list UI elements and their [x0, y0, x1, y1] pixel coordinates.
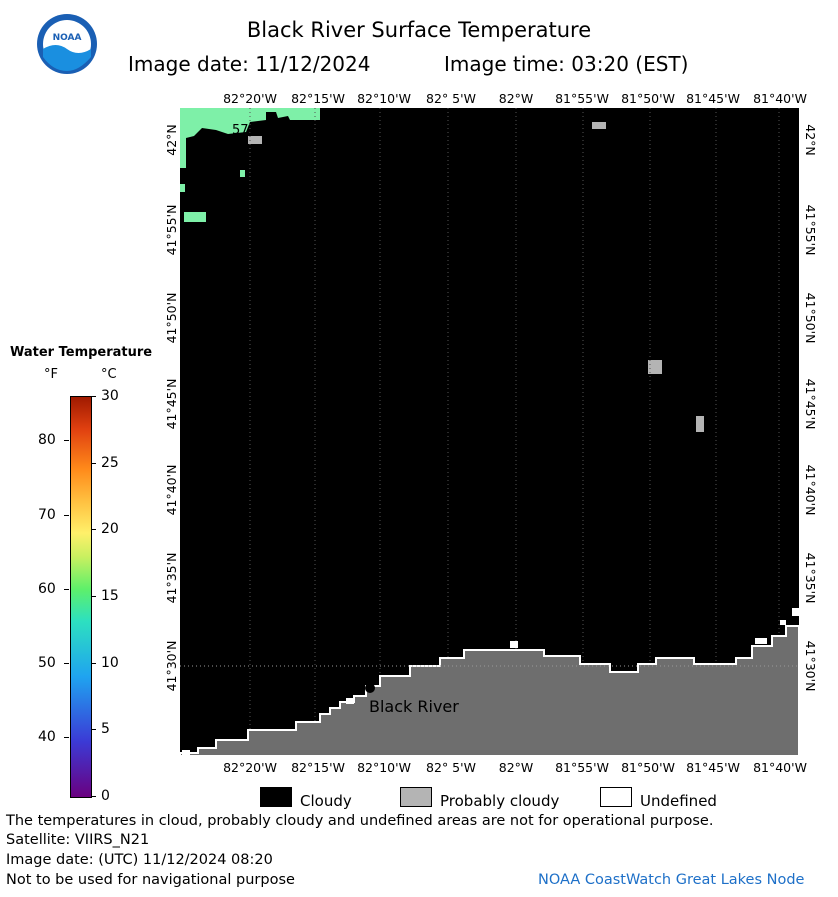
- x-axis-label-bottom: 82°10'W: [357, 760, 411, 775]
- fahrenheit-tick-mark: [64, 663, 69, 664]
- y-axis-label-left: 41°35'N: [164, 552, 179, 604]
- y-axis-label-left: 41°45'N: [164, 378, 179, 430]
- page-title: Black River Surface Temperature: [246, 18, 592, 42]
- black-river-label: Black River: [369, 697, 459, 716]
- celsius-tick-mark: [91, 663, 96, 664]
- probably-cloudy-swatch: [400, 787, 432, 807]
- legend-title: Water Temperature: [10, 345, 153, 360]
- celsius-tick-label: 15: [101, 588, 119, 604]
- x-axis-label-bottom: 82° 5'W: [426, 760, 476, 775]
- y-axis-label-right: 41°45'N: [803, 378, 818, 430]
- x-axis-label-bottom: 82°W: [498, 760, 534, 775]
- fahrenheit-tick-mark: [64, 440, 69, 441]
- x-axis-label-bottom: 81°50'W: [621, 760, 675, 775]
- unit-celsius: °C: [101, 367, 117, 382]
- y-axis-label-right: 42°N: [803, 124, 818, 156]
- y-axis-label-left: 41°40'N: [164, 464, 179, 516]
- x-axis-label-bottom: 82°15'W: [291, 760, 345, 775]
- fahrenheit-tick-label: 70: [38, 506, 56, 523]
- x-axis-label-top: 81°50'W: [621, 91, 675, 106]
- celsius-tick-label: 0: [101, 788, 110, 804]
- probably-cloudy-label: Probably cloudy: [440, 792, 560, 810]
- fahrenheit-tick-mark: [64, 589, 69, 590]
- x-axis-label-top: 82°10'W: [357, 91, 411, 106]
- navigation-warning: Not to be used for navigational purpose: [6, 872, 295, 888]
- celsius-tick-label: 25: [101, 454, 119, 471]
- y-axis-label-right: 41°30'N: [803, 640, 818, 692]
- logo-text: NOAA: [52, 33, 82, 43]
- x-axis-label-top: 81°45'W: [686, 91, 740, 106]
- x-axis-label-bottom: 81°40'W: [753, 760, 807, 775]
- fahrenheit-tick-label: 60: [38, 580, 56, 597]
- celsius-tick-label: 5: [101, 721, 110, 738]
- y-axis-label-right: 41°40'N: [803, 464, 818, 516]
- celsius-tick-label: 20: [101, 521, 119, 538]
- celsius-tick-label: 10: [101, 654, 119, 671]
- celsius-tick-mark: [91, 529, 96, 530]
- unit-fahrenheit: °F: [44, 367, 58, 382]
- celsius-tick-mark: [91, 463, 96, 464]
- x-axis-label-top: 82°20'W: [223, 91, 277, 106]
- x-axis-label-bottom: 82°20'W: [223, 760, 277, 775]
- x-axis-label-top: 82° 5'W: [426, 91, 476, 106]
- undefined-swatch: [600, 787, 632, 807]
- x-axis-label-top: 81°40'W: [753, 91, 807, 106]
- fahrenheit-tick-mark: [64, 737, 69, 738]
- utc-date-text: Image date: (UTC) 11/12/2024 08:20: [6, 852, 273, 868]
- celsius-tick-mark: [91, 729, 96, 730]
- y-axis-label-right: 41°50'N: [803, 292, 818, 344]
- cloudy-label: Cloudy: [300, 792, 352, 810]
- temperature-map: [180, 108, 799, 756]
- x-axis-label-top: 82°15'W: [291, 91, 345, 106]
- satellite-text: Satellite: VIIRS_N21: [6, 832, 150, 848]
- celsius-tick-mark: [91, 796, 96, 797]
- image-time: Image time: 03:20 (EST): [444, 52, 689, 76]
- y-axis-label-left: 41°50'N: [164, 292, 179, 344]
- x-axis-label-top: 81°55'W: [555, 91, 609, 106]
- x-axis-label-bottom: 81°45'W: [686, 760, 740, 775]
- temperature-color-bar: [70, 396, 92, 798]
- celsius-tick-mark: [91, 596, 96, 597]
- temperature-annotation: 57.6: [232, 123, 261, 138]
- y-axis-label-left: 41°30'N: [164, 640, 179, 692]
- black-river-marker: [365, 683, 375, 693]
- celsius-tick-label: 30: [101, 388, 119, 404]
- x-axis-label-bottom: 81°55'W: [555, 760, 609, 775]
- fahrenheit-tick-label: 40: [38, 728, 56, 745]
- fahrenheit-tick-label: 50: [38, 654, 56, 671]
- x-axis-label-top: 82°W: [498, 91, 534, 106]
- image-date: Image date: 11/12/2024: [128, 52, 371, 76]
- undefined-label: Undefined: [640, 792, 717, 810]
- y-axis-label-right: 41°35'N: [803, 552, 818, 604]
- cloudy-swatch: [260, 787, 292, 807]
- y-axis-label-right: 41°55'N: [803, 204, 818, 256]
- y-axis-label-left: 42°N: [164, 124, 179, 156]
- disclaimer-text: The temperatures in cloud, probably cloudy and undefined areas are not for operational purpose.: [6, 813, 714, 829]
- credit-text: NOAA CoastWatch Great Lakes Node: [538, 872, 805, 888]
- fahrenheit-tick-label: 80: [38, 432, 56, 449]
- fahrenheit-tick-mark: [64, 515, 69, 516]
- y-axis-label-left: 41°55'N: [164, 204, 179, 256]
- celsius-tick-mark: [91, 396, 96, 397]
